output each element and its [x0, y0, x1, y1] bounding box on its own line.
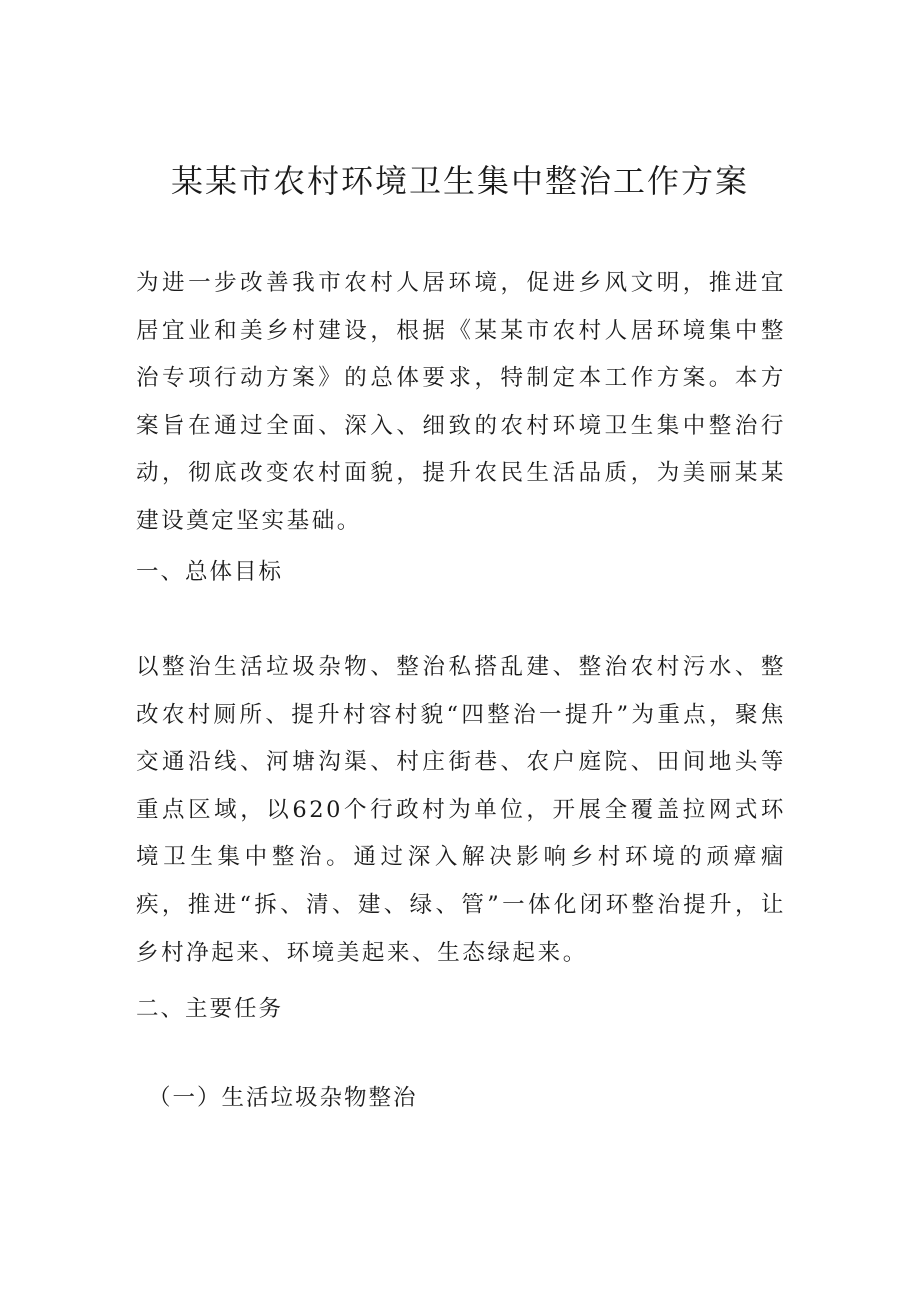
- intro-paragraph: 为进一步改善我市农村人居环境，促进乡风文明，推进宜居宜业和美乡村建设，根据《某某市农村人居环境集中整治专项行动方案》的总体要求，特制定本工作方案。本方案旨在通过全面、深入、细致的农村环境卫生集中整治行动，彻底改变农村面貌，提升农民生活品质，为美丽某某建设奠定坚实基础。: [136, 270, 786, 534]
- section-heading-main-tasks: 二、主要任务: [136, 996, 284, 1022]
- overall-goal-paragraph: 以整治生活垃圾杂物、整治私搭乱建、整治农村污水、整改农村厕所、提升村容村貌“四整治一提升”为重点，聚焦交通沿线、河塘沟渠、村庄街巷、农户庭院、田间地头等重点区域，以620个行政村为单位，开展全覆盖拉网式环境卫生集中整治。通过深入解决影响乡村环境的顽瘴痼疾，推进“拆、清、建、绿、管”一体化闭环整治提升，让乡村净起来、环境美起来、生态绿起来。: [136, 654, 786, 966]
- subsection-heading-waste-cleanup: （一）生活垃圾杂物整治: [148, 1085, 418, 1111]
- section-heading-overall-goal: 一、总体目标: [136, 559, 284, 585]
- document-title: 某某市农村环境卫生集中整治工作方案: [170, 162, 749, 201]
